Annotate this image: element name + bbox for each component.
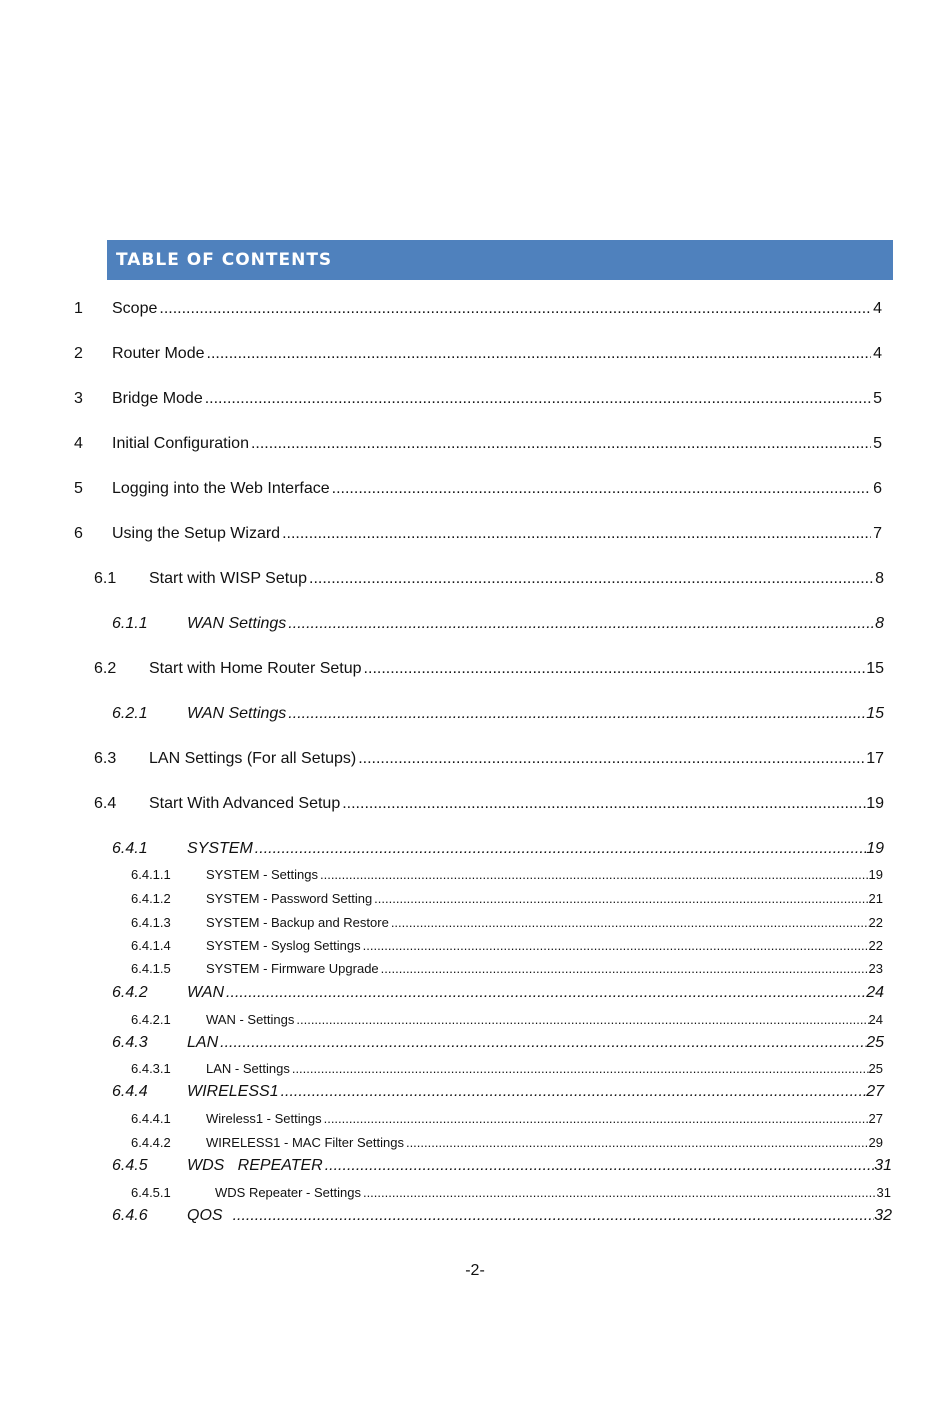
toc-dot-leader (282, 525, 871, 543)
toc-entry-page: 4 (873, 300, 882, 317)
toc-entry-number: 1 (74, 300, 83, 317)
toc-dot-leader (288, 705, 866, 723)
toc-dot-leader (332, 480, 871, 498)
toc-entry-number: 6.2 (94, 660, 117, 677)
toc-entry-page: 4 (873, 345, 882, 362)
toc-entry-title: Using the Setup Wizard (112, 525, 281, 542)
toc-entry-title: WDS REPEATER (187, 1157, 323, 1174)
toc-entry-page: 5 (873, 435, 882, 452)
toc-entry[interactable] (131, 891, 883, 906)
toc-entry-page: 29 (868, 1135, 883, 1150)
toc-entry-number: 6.4.4.1 (131, 1111, 171, 1126)
toc-entry[interactable] (112, 1083, 884, 1101)
toc-entry-title: WAN - Settings (206, 1012, 295, 1027)
toc-entry[interactable] (112, 984, 884, 1002)
toc-entry[interactable] (74, 345, 882, 363)
toc-entry-title: SYSTEM - Backup and Restore (206, 915, 389, 930)
toc-entry-number: 6.4.5.1 (131, 1185, 171, 1200)
toc-entry-number: 6.4.2 (112, 984, 148, 1001)
toc-entry-page: 8 (875, 570, 884, 587)
toc-entry-number: 6.4.4 (112, 1083, 148, 1100)
toc-entry[interactable] (131, 938, 883, 953)
toc-entry-page: 21 (868, 891, 883, 906)
toc-entry[interactable] (131, 1061, 883, 1076)
toc-entry-number: 6.4.1.1 (131, 867, 171, 882)
toc-entry-page: 27 (866, 1083, 884, 1100)
toc-entry-number: 6.2.1 (112, 705, 148, 722)
toc-entry-number: 6.1 (94, 570, 117, 587)
toc-dot-leader (226, 984, 866, 1002)
toc-entry-title: LAN (187, 1034, 219, 1051)
toc-entry[interactable] (131, 1012, 883, 1027)
toc-dot-leader (381, 961, 869, 976)
toc-entry-number: 6.4.1.3 (131, 915, 171, 930)
toc-dot-leader (207, 345, 872, 363)
toc-entry-number: 6.4.1.2 (131, 891, 171, 906)
toc-entry[interactable] (131, 1135, 883, 1150)
toc-entry-number: 6.4.2.1 (131, 1012, 171, 1027)
toc-entry-title: Router Mode (112, 345, 205, 362)
toc-entry[interactable] (112, 1034, 884, 1052)
toc-dot-leader (325, 1157, 874, 1175)
toc-entry-page: 25 (868, 1061, 883, 1076)
toc-dot-leader (406, 1135, 869, 1150)
toc-entry[interactable] (131, 915, 883, 930)
toc-entry-page: 22 (868, 915, 883, 930)
toc-entry-number: 3 (74, 390, 83, 407)
toc-entry-title: Start with WISP Setup (149, 570, 307, 587)
toc-entry-title: WAN Settings (187, 615, 287, 632)
toc-entry-title: Logging into the Web Interface (112, 480, 330, 497)
toc-entry-title: WDS Repeater - Settings (215, 1185, 361, 1200)
toc-dot-leader (342, 795, 866, 813)
toc-entry-title: Initial Configuration (112, 435, 249, 452)
toc-entry[interactable] (94, 660, 884, 678)
toc-dot-leader (159, 300, 871, 318)
toc-dot-leader (220, 1034, 866, 1052)
toc-dot-leader (255, 840, 866, 858)
toc-entry-title: WAN Settings (187, 705, 287, 722)
toc-entry-number: 6.4 (94, 795, 117, 812)
toc-entry-title: SYSTEM - Firmware Upgrade (206, 961, 379, 976)
toc-entry-number: 6.4.1.4 (131, 938, 171, 953)
toc-dot-leader (324, 1111, 869, 1126)
toc-entry-page: 23 (868, 961, 883, 976)
toc-entry-title: Start with Home Router Setup (149, 660, 362, 677)
toc-entry-number: 5 (74, 480, 83, 497)
toc-entry-number: 6.4.5 (112, 1157, 148, 1174)
toc-entry-title: LAN - Settings (206, 1061, 290, 1076)
toc-entry-page: 24 (866, 984, 884, 1001)
toc-entry[interactable] (131, 867, 883, 882)
toc-entry-title: Scope (112, 300, 158, 317)
toc-entry-page: 17 (866, 750, 884, 767)
toc-entry[interactable] (131, 1111, 883, 1126)
toc-entry-number: 4 (74, 435, 83, 452)
page-number: -2- (465, 1262, 485, 1279)
toc-entry-number: 6.1.1 (112, 615, 148, 632)
toc-entry-number: 6.3 (94, 750, 117, 767)
toc-entry[interactable] (131, 961, 883, 976)
toc-entry-page: 32 (874, 1207, 892, 1224)
toc-entry[interactable] (94, 570, 884, 588)
toc-dot-leader (251, 435, 871, 453)
toc-entry-page: 19 (866, 840, 884, 857)
toc-entry[interactable] (112, 1157, 892, 1175)
toc-entry-title: Wireless1 - Settings (206, 1111, 322, 1126)
toc-entry[interactable] (112, 705, 884, 723)
toc-dot-leader (292, 1061, 869, 1076)
toc-entry-title: WIRELESS1 - MAC Filter Settings (206, 1135, 404, 1150)
toc-entry-number: 6.4.6 (112, 1207, 148, 1224)
toc-entry-title: Bridge Mode (112, 390, 203, 407)
toc-entry-page: 24 (868, 1012, 883, 1027)
toc-entry-title: SYSTEM (187, 840, 253, 857)
toc-entry-page: 25 (866, 1034, 884, 1051)
toc-entry[interactable] (94, 750, 884, 768)
toc-entry[interactable] (112, 840, 884, 858)
toc-dot-leader (296, 1012, 868, 1027)
toc-dot-leader (363, 1185, 877, 1200)
toc-dot-leader (364, 660, 867, 678)
toc-entry-page: 22 (868, 938, 883, 953)
toc-entry-page: 19 (868, 867, 883, 882)
toc-entry-title: LAN Settings (For all Setups) (149, 750, 357, 767)
toc-entry-page: 19 (866, 795, 884, 812)
toc-entry-title: SYSTEM - Syslog Settings (206, 938, 361, 953)
toc-entry-title: WAN (187, 984, 225, 1001)
toc-dot-leader (363, 938, 869, 953)
toc-dot-leader (309, 570, 875, 588)
toc-dot-leader (391, 915, 869, 930)
toc-entry-page: 8 (875, 615, 884, 632)
toc-entry-title: SYSTEM - Settings (206, 867, 318, 882)
toc-entry-title: WIRELESS1 (187, 1083, 279, 1100)
toc-entry[interactable] (74, 300, 882, 318)
toc-entry-number: 6.4.3 (112, 1034, 148, 1051)
toc-entry-number: 6.4.1 (112, 840, 148, 857)
toc-entry[interactable] (74, 480, 882, 498)
toc-entry-title: SYSTEM - Password Setting (206, 891, 373, 906)
toc-entry-page: 27 (868, 1111, 883, 1126)
toc-dot-leader (374, 891, 868, 906)
toc-entry-number: 6 (74, 525, 83, 542)
toc-entry-page: 15 (866, 660, 884, 677)
toc-entry[interactable] (131, 1185, 891, 1200)
toc-dot-leader (358, 750, 866, 768)
toc-entry-page: 6 (873, 480, 882, 497)
toc-entry[interactable] (74, 390, 882, 408)
toc-dot-leader (205, 390, 871, 408)
toc-entry-title: Start With Advanced Setup (149, 795, 341, 812)
toc-dot-leader (281, 1083, 867, 1101)
toc-entry-page: 31 (876, 1185, 891, 1200)
toc-entry-page: 15 (866, 705, 884, 722)
toc-dot-leader (288, 615, 875, 633)
toc-dot-leader (233, 1207, 875, 1225)
toc-entry-page: 5 (873, 390, 882, 407)
toc-entry[interactable] (112, 615, 884, 633)
toc-entry-number: 6.4.1.5 (131, 961, 171, 976)
toc-entry-title: QOS (187, 1207, 223, 1224)
toc-entry[interactable] (112, 1207, 892, 1225)
toc-entry-number: 6.4.4.2 (131, 1135, 171, 1150)
toc-entry-page: 31 (874, 1157, 892, 1174)
toc-entry[interactable] (74, 525, 882, 543)
toc-entry-page: 7 (873, 525, 882, 542)
toc-heading: TABLE OF CONTENTS (116, 250, 333, 270)
toc-dot-leader (320, 867, 869, 882)
toc-entry-number: 6.4.3.1 (131, 1061, 171, 1076)
toc-entry[interactable] (74, 435, 882, 453)
toc-entry-number: 2 (74, 345, 83, 362)
toc-entry[interactable] (94, 795, 884, 813)
